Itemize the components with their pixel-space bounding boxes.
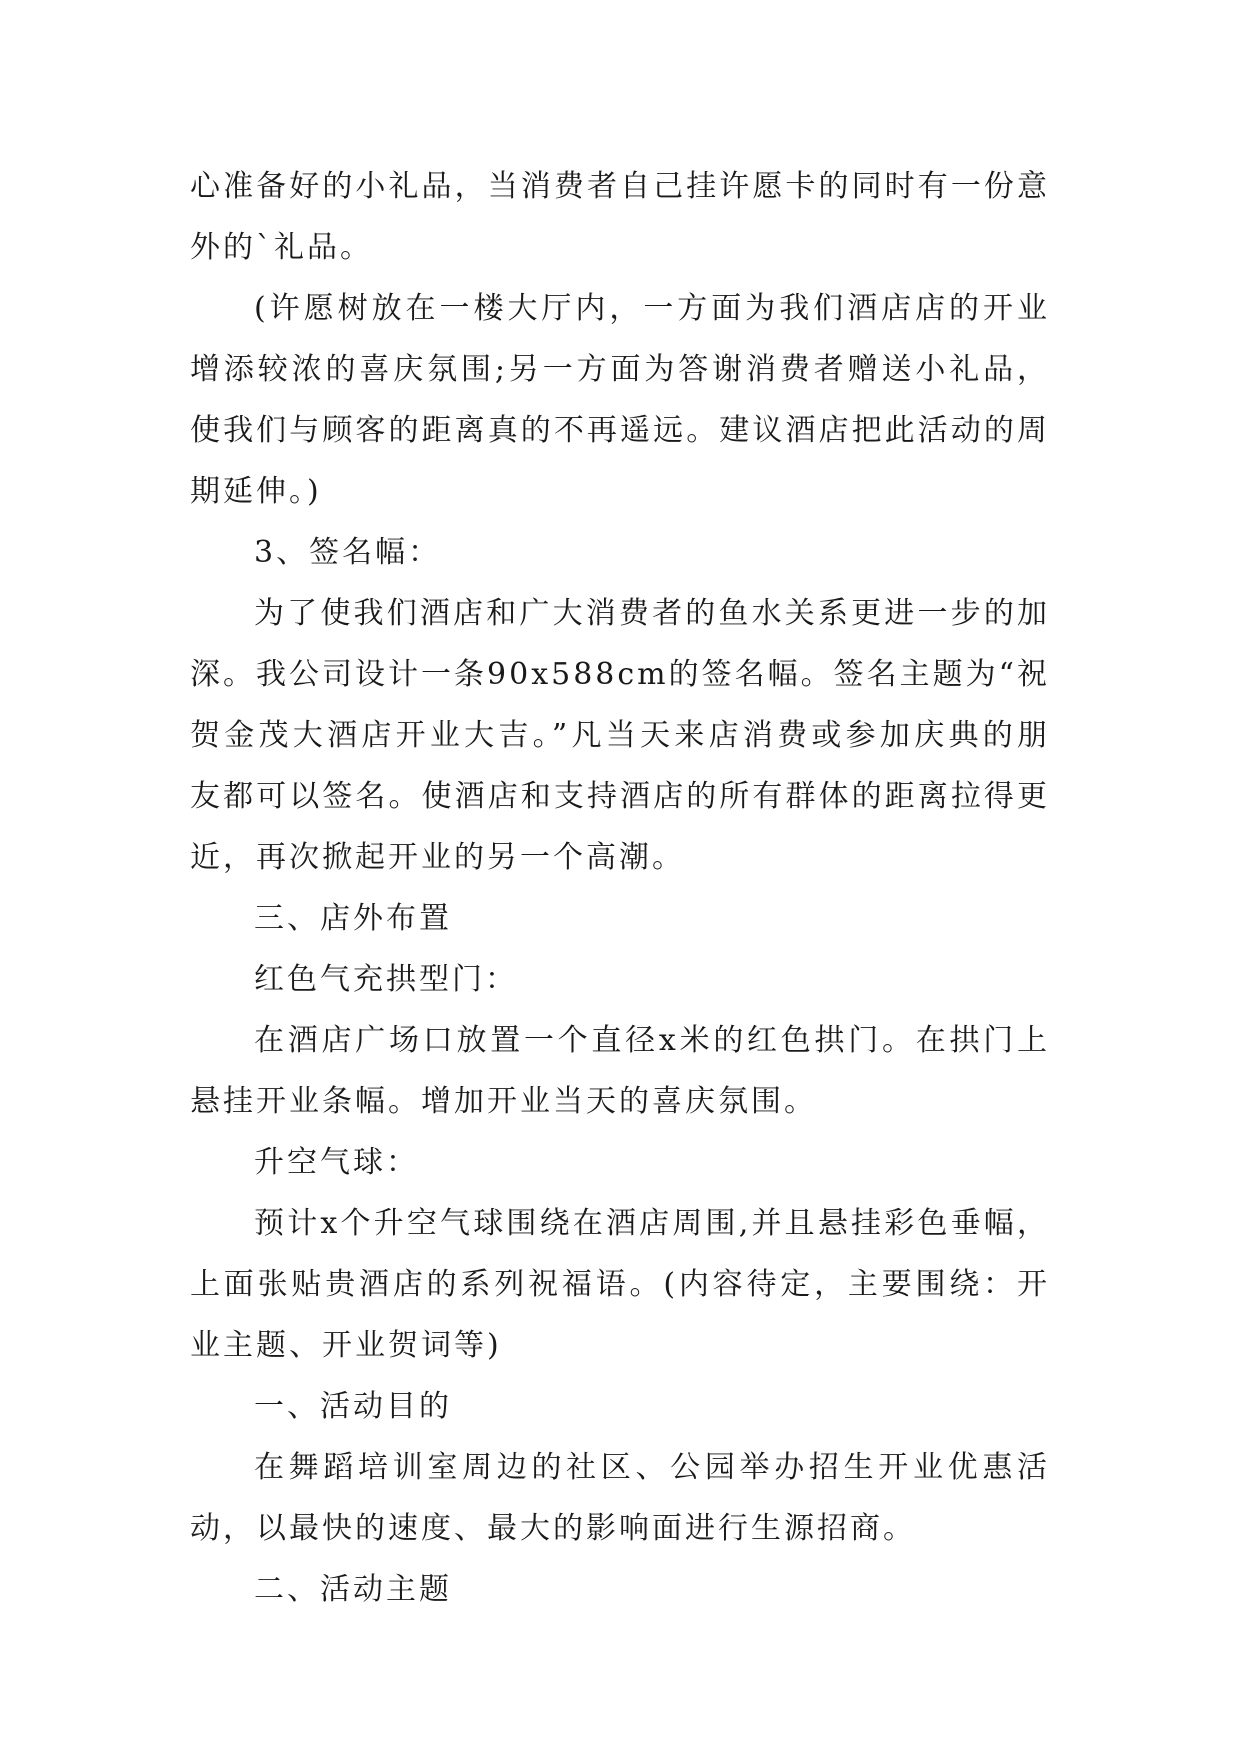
paragraph-inflatable-arch: 在酒店广场口放置一个直径x米的红色拱门。在拱门上悬挂开业条幅。增加开业当天的喜庆氛围。 bbox=[190, 1023, 1050, 1119]
document-body bbox=[190, 156, 1050, 1620]
paragraph-activity-purpose: 在舞蹈培训室周边的社区、公园举办招生开业优惠活动，以最快的速度、最大的影响面进行生源招商。 bbox=[190, 1450, 1050, 1546]
heading-balloons: 升空气球： bbox=[254, 1145, 419, 1180]
paragraph-signature-banner: 为了使我们酒店和广大消费者的鱼水关系更进一步的加深。我公司设计一条90x588cm的签名幅。签名主题为“祝贺金茂大酒店开业大吉。”凡当天来店消费或参加庆典的朋友都可以签名。使酒店和支持酒店的所有群体的距离拉得更近，再次掀起开业的另一个高潮。 bbox=[190, 596, 1050, 875]
paragraph-gift-continuation: 心准备好的小礼品，当消费者自己挂许愿卡的同时有一份意外的`礼品。 bbox=[190, 169, 1050, 265]
paragraph-balloons: 预计x个升空气球围绕在酒店周围,并且悬挂彩色垂幅，上面张贴贵酒店的系列祝福语。(内容待定，主要围绕：开业主题、开业贺词等) bbox=[190, 1206, 1050, 1363]
heading-inflatable-arch: 红色气充拱型门： bbox=[254, 962, 518, 997]
heading-activity-theme: 二、活动主题 bbox=[254, 1572, 452, 1607]
heading-signature-banner: 3、签名幅： bbox=[254, 535, 442, 570]
heading-outdoor-layout: 三、店外布置 bbox=[254, 901, 452, 936]
heading-activity-purpose: 一、活动目的 bbox=[254, 1389, 452, 1424]
paragraph-wish-tree-note: (许愿树放在一楼大厅内，一方面为我们酒店店的开业增添较浓的喜庆氛围;另一方面为答谢消费者赠送小礼品，使我们与顾客的距离真的不再遥远。建议酒店把此活动的周期延伸。) bbox=[190, 291, 1050, 509]
